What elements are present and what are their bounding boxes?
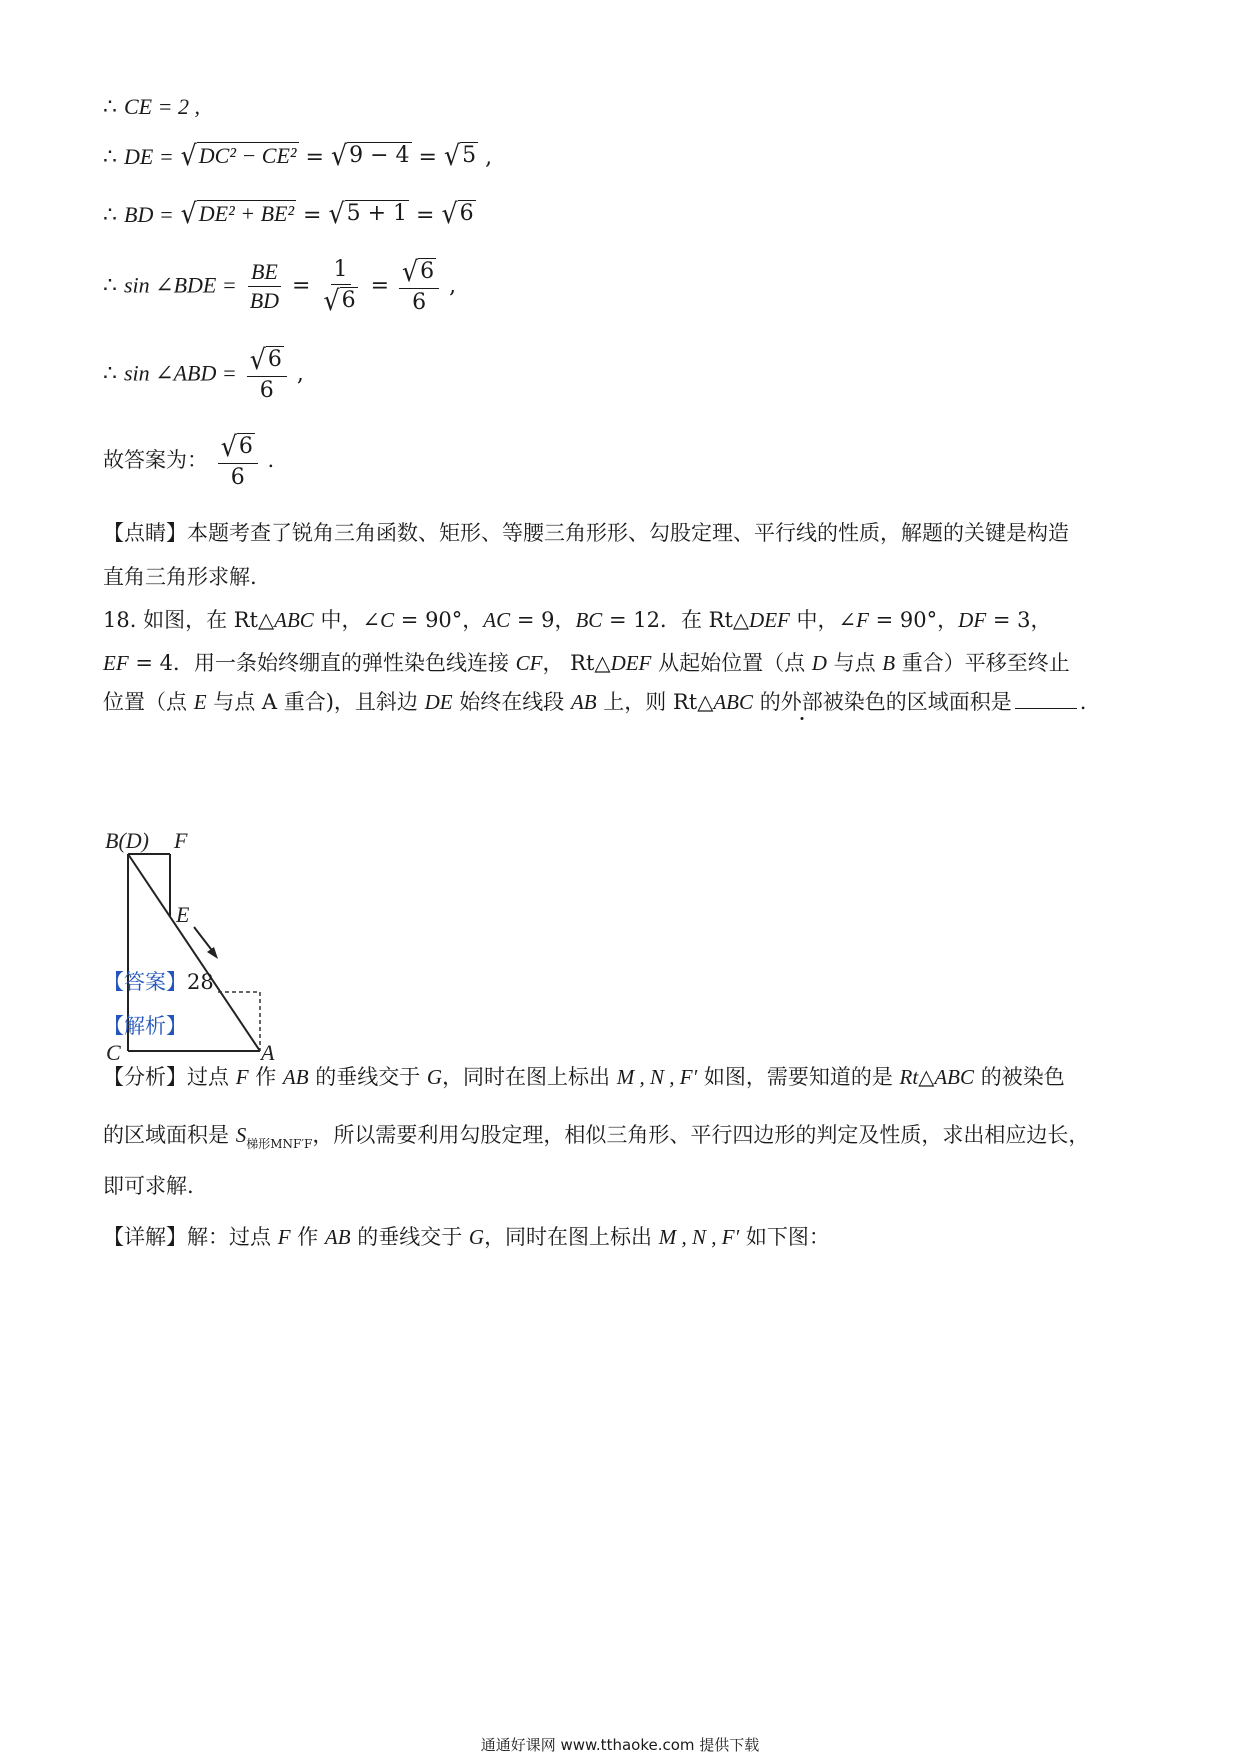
equals: =: [292, 273, 311, 299]
dianjing-tag: 【点睛】: [103, 521, 187, 545]
problem-18-line-3: 位置（点 E 与点 A 重合)，且斜边 DE 始终在线段 AB 上，则 Rt△ABC 的外部被染色的区域面积是 .: [103, 690, 1087, 714]
xiangjie-tag: 【详解】: [103, 1225, 187, 1249]
fenxi-tag: 【分析】: [103, 1065, 187, 1089]
jiexi-tag: 【解析】: [103, 1014, 187, 1038]
solution-line-3: [103, 197, 476, 230]
solution-line-5: [103, 343, 304, 404]
sin-bde-lhs: sin ∠BDE =: [124, 272, 237, 298]
therefore-symbol: ∴: [103, 361, 117, 387]
answer-label: 故答案为：: [103, 448, 208, 473]
equals: =: [418, 144, 437, 170]
comma: ,: [485, 144, 493, 170]
label-e: E: [176, 902, 190, 927]
fraction-sqrt6-6: √ 6 6: [399, 258, 439, 315]
sqrt-de-be: √ DE² + BE²: [180, 197, 295, 230]
ce-equation: CE = 2 ,: [124, 94, 200, 119]
equals: =: [303, 202, 322, 228]
solution-line-4: [103, 255, 457, 317]
dianjing-text: 直角三角形求解.: [103, 565, 257, 589]
therefore-symbol: ∴: [103, 144, 117, 170]
radicand: 6: [459, 201, 474, 226]
solution-line-2: [103, 139, 493, 172]
radicand: 5: [462, 143, 477, 168]
label-f: F: [174, 828, 188, 853]
therefore-symbol: ∴: [103, 273, 117, 299]
sqrt-5: √ 5: [443, 139, 477, 172]
radicand: DE² + BE²: [198, 201, 295, 226]
comma: ,: [449, 273, 457, 299]
jiexi-line: [103, 1010, 187, 1040]
radicand: 9 − 4: [349, 143, 410, 168]
radicand: 5 + 1: [346, 201, 408, 226]
therefore-symbol: ∴: [103, 95, 117, 120]
solution-line-1: [103, 94, 200, 120]
de-lhs: DE =: [124, 143, 174, 169]
answer-line: [103, 966, 214, 996]
fenxi-line-2: 的区域面积是 $S_{梯形MNF'F}$，所以需要利用勾股定理，相似三角形、平行四边形的判定及性质，求出相应边长，: [103, 1123, 1090, 1151]
equals: =: [416, 202, 435, 228]
answer-fraction: √ 6 6: [218, 433, 258, 490]
fraction-sqrt6-6: √ 6 6: [247, 346, 287, 403]
problem-18-line-1: 18. 如图，在 Rt△ABC 中，∠C = 90°，AC = 9，BC = 12．在 Rt△DEF 中，∠F = 90°，DF = 3，: [103, 608, 1052, 632]
radicand: DC² − CE²: [198, 143, 297, 168]
emphasis-text: 外部: [780, 690, 823, 714]
answer-blank: [1015, 708, 1077, 709]
fraction-1-sqrt6: 1 √ 6: [323, 257, 356, 317]
bd-lhs: BD =: [124, 201, 174, 227]
sqrt-9-4: √ 9 − 4: [330, 139, 410, 172]
arrow-shaft: [194, 927, 214, 953]
sin-abd-lhs: sin ∠ABD =: [124, 360, 237, 386]
dianjing-text: 本题考查了锐角三角函数、矩形、等腰三角形形、勾股定理、平行线的性质，解题的关键是构造: [187, 521, 1069, 545]
dianjing-line-1: [103, 517, 1069, 547]
period: .: [267, 448, 275, 473]
sqrt-5-1: √ 5 + 1: [328, 197, 408, 230]
equals: =: [370, 273, 390, 299]
label-bd: B(D): [105, 828, 149, 853]
equals: =: [305, 144, 324, 170]
page-footer: 通通好课网 www.tthaoke.com 提供下载: [480, 1736, 760, 1754]
label-c: C: [106, 1040, 121, 1065]
answer-statement: [103, 430, 275, 491]
therefore-symbol: ∴: [103, 202, 117, 228]
arrow-icon: [207, 947, 218, 959]
problem-18-line-2: EF = 4．用一条始终绷直的弹性染色线连接 CF， Rt△DEF 从起始位置（点 D 与点 B 重合）平移至终止: [103, 651, 1070, 675]
sqrt-dc-ce: √ DC² − CE²: [180, 139, 297, 172]
label-a: A: [261, 1040, 275, 1065]
fraction-be-bd: $\frac{BE}{BD}$: [249, 258, 280, 314]
answer-tag: 【答案】: [103, 970, 187, 994]
xiangjie-line: 【详解】解：过点 F 作 AB 的垂线交于 G，同时在图上标出 M , N , F′ 如下图：: [103, 1225, 830, 1249]
fenxi-line-3: 即可求解.: [103, 1174, 194, 1198]
comma: ,: [296, 361, 304, 387]
dianjing-line-2: [103, 561, 257, 591]
fenxi-line-1: 【分析】过点 F 作 AB 的垂线交于 G，同时在图上标出 M , N , F′ 如图，需要知道的是 Rt△ABC 的被染色: [103, 1065, 1065, 1089]
sqrt-6: √ 6: [441, 197, 474, 230]
answer-value: 28: [187, 970, 214, 994]
